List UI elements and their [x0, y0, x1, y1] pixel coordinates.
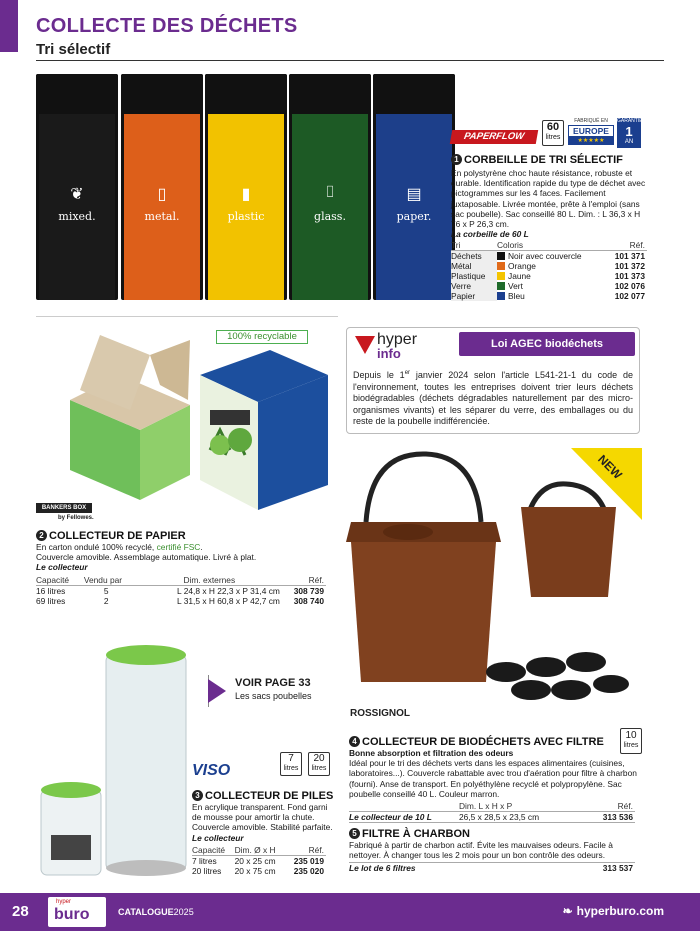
product-5-title: 5 FILTRE À CHARBON [349, 828, 641, 840]
bankers-box-logo: BANKERS BOX [36, 503, 92, 513]
product-1-sub: La corbeille de 60 L [451, 229, 529, 240]
hyper-info-logo: hyper info [353, 332, 453, 362]
eu-stars-icon: ★★★★★ [568, 137, 614, 145]
paper-collector-image [60, 330, 340, 530]
catalogue-label: CATALOGUE2025 [118, 907, 194, 917]
arrow-icon [355, 336, 375, 354]
product-3-table: Capacité Dim. Ø x H Réf. 7 litres 20 x 25 cm 235 019 20 litres 20 x 75 cm 235 020 [192, 844, 324, 876]
bin-metal [121, 74, 203, 300]
hyper-info-text: Depuis le 1er janvier 2024 selon l'article L541-21-1 du code de l'environnement, toutes les entreprises doivent trier leurs déchets biodégradables (déchets dégradables naturellement par des micro-organismes vivants) et les séparer du verre, des emballages ou du reste de la poubelle indifférenciée. [353, 370, 633, 427]
battery-collector-image [36, 640, 196, 880]
product-2-desc: En carton ondulé 100% recyclé, certifié FSC. [36, 542, 203, 552]
product-5-table: Le lot de 6 filtres 313 537 [349, 863, 633, 874]
title-rule [36, 60, 664, 61]
product-4-desc: Idéal pour le tri des déchets verts dans les espaces alimentaires (cuisines, laboratoires...). Couvercle rabattable avec trou d'aération pour filtre à charbon (fourni). Anse de transport. En polyéthylène recyclé et polypropylène. Sac poubelle conseillé 40 L. Couleur marron. [349, 758, 637, 799]
capacity-badge-10: 10 litres [620, 728, 642, 754]
product-2 [36, 530, 336, 606]
banana-icon: ❦ [70, 186, 84, 203]
bin-label: mixed. [58, 210, 96, 223]
made-in-europe-badge: FABRIQUÉ EN EUROPE ★★★★★ [568, 118, 614, 148]
hyper-info-box [346, 327, 640, 434]
capacity-badge-7: 7 litres [280, 752, 302, 776]
capacity-badge-20: 20 litres [308, 752, 330, 776]
product-1 [451, 154, 651, 301]
see-page-box[interactable]: VOIR PAGE 33 Les sacs poubelles [208, 675, 336, 707]
divider [36, 316, 338, 317]
bin-mixed [36, 74, 118, 300]
footer [0, 893, 700, 931]
arrow-right-icon [208, 679, 226, 703]
hyperburo-logo: hyper buro [48, 897, 106, 927]
bin-label: plastic [227, 210, 265, 223]
bin-glass [289, 74, 371, 300]
wine-bottle-icon: ⌷ [325, 184, 335, 201]
bin-plastic [205, 74, 287, 300]
viso-logo: VISO [192, 762, 231, 779]
bin-label: metal. [144, 210, 180, 223]
hyper-info-title: Loi AGEC biodéchets [459, 332, 635, 356]
product-4-subtitle: Bonne absorption et filtration des odeurs [349, 748, 514, 758]
product-3-title: 3 COLLECTEUR DE PILES [192, 790, 334, 802]
bin-label: glass. [314, 210, 346, 223]
recyclable-badge: 100% recyclable [216, 330, 308, 344]
capacity-badge: 60 litres [542, 120, 564, 146]
paperflow-logo: PAPERFLOW [450, 130, 538, 144]
leaf-icon: ❧ [562, 904, 573, 918]
product-4-table: Dim. L x H x P Réf. Le collecteur de 10 L 26,5 x 28,5 x 23,5 cm 313 536 [349, 801, 633, 823]
product-1-table: Tri Coloris Réf. Déchets Noir avec couvercle 101 371 Métal Orange 101 372 Plastique Jaune 101 373 Verre Vert 102 076 Papier Bleu 102 077 [451, 240, 645, 302]
product-3-desc: En acrylique transparent. Fond garni de mousse pour amortir la chute. Couvercle amovible. Stabilité parfaite. [192, 802, 333, 833]
biowaste-collector-image [346, 442, 642, 722]
product-2-table: Capacité Vendu par Dim. externes Réf. 16 litres 5 L 24,8 x H 22,3 x P 31,4 cm 308 739 69 litres 2 L 31,5 x H 60,8 x P 42,7 cm 308 740 [36, 574, 324, 606]
product-3 [192, 790, 334, 876]
product-3-sub: Le collecteur [192, 832, 244, 843]
page-subtitle: Tri sélectif [36, 41, 111, 58]
bottle-icon: ▮ [241, 186, 251, 203]
page-number: 28 [12, 903, 29, 920]
product-5-desc: Fabriqué à partir de charbon actif. Évite les mauvaises odeurs. Facile à nettoyer. À changer tous les 2 mois pour un bon contrôle des odeurs. [349, 840, 613, 861]
product-2-desc2: Couvercle amovible. Assemblage automatique. Livré à plat. [36, 552, 257, 563]
product-1-title: 1 CORBEILLE DE TRI SÉLECTIF [451, 154, 651, 166]
page-title: COLLECTE DES DÉCHETS [36, 15, 298, 37]
new-label: NEW [595, 452, 625, 482]
fellowes-logo: by Fellowes. [58, 515, 94, 521]
rossignol-logo: ROSSIGNOL [350, 708, 411, 719]
product-2-title: 2 COLLECTEUR DE PAPIER [36, 530, 336, 542]
purple-tab [0, 0, 18, 52]
bin-paper [373, 74, 455, 300]
bin-label: paper. [396, 210, 432, 223]
paper-icon: ▤ [406, 186, 422, 203]
product-4 [349, 736, 641, 873]
product-4-title: 4 COLLECTEUR DE BIODÉCHETS AVEC FILTRE [349, 736, 641, 748]
can-icon: ▯ [157, 186, 167, 203]
product-1-desc: En polystyrène choc haute résistance, robuste et durable. Identification rapide du type de déchet avec pictogrammes sur les 4 faces. Facilement juxtaposable. Livrée montée, prête à l'emploi (sans sac poubelle). Sac conseillé 80 L. Dim. : L 36,3 x H 76 x P 26,3 cm. [451, 168, 646, 230]
product-2-sub: Le collecteur [36, 562, 88, 573]
guarantee-badge: GARANTIE 1 AN [617, 118, 641, 148]
website-link[interactable]: ❧ hyperburo.com [562, 904, 664, 918]
